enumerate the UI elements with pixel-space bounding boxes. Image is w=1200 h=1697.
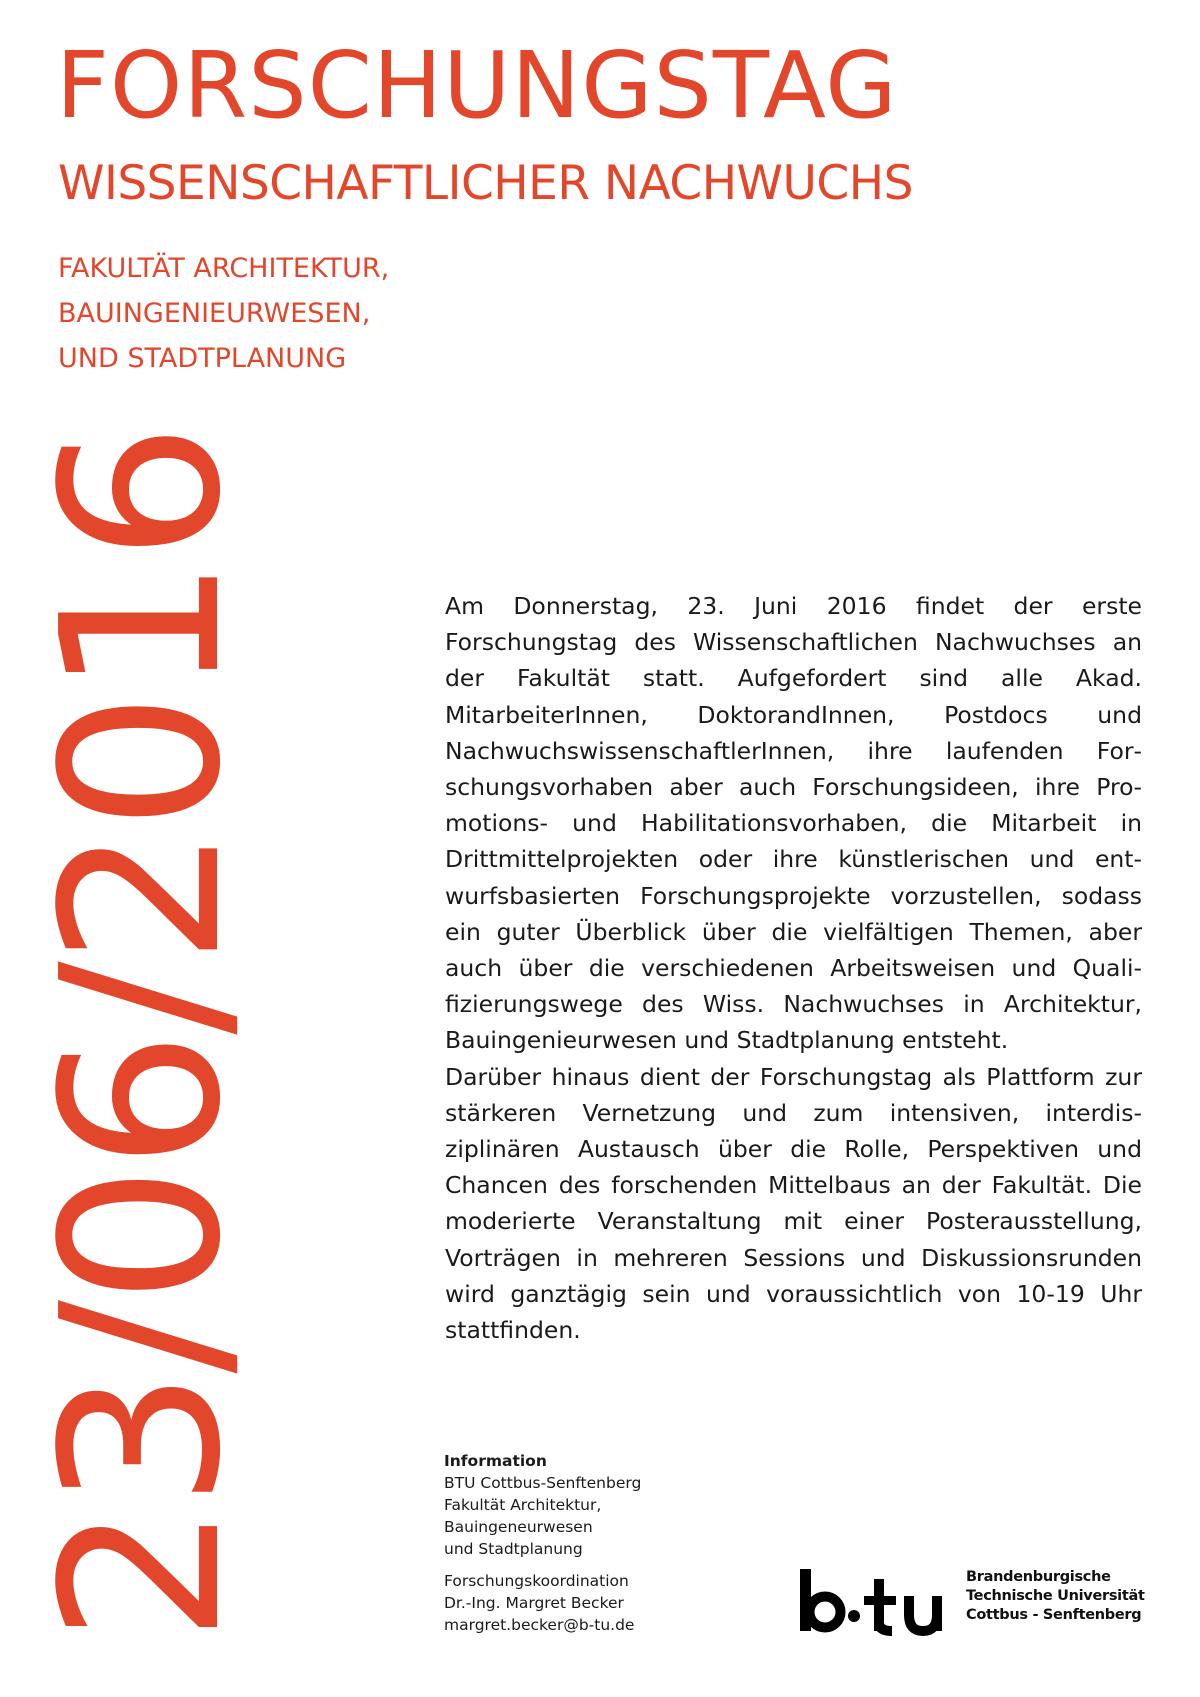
description-paragraph: Am Donnerstag, 23. Juni 2016 findet der erste Forschungstag des Wissenschaftlichen Nachwuchses an der Fakultät statt. Aufgefordert sind alle Akad. MitarbeiterInnen, DoktorandInnen, Postdocs und NachwuchswissenschaftlerInnen, ihre laufenden Forschungsvorhaben aber auch Forschungsideen, ihre Promotions- und Habilitationsvorhaben, die Mitarbeit in Drittmittelprojekten oder ihre künstlerischen und entwurfsbasierten Forschungsprojekte vorzustellen, sodass ein guter Überblick über die vielfältigen Themen, aber auch über die verschiedenen Arbeitsweisen und Qualifizierungswege des Wiss. Nachwuchses in Architektur, Bauingenieurwesen und Stadtplanung entsteht.	[445, 592, 1142, 1055]
address-line: BTU Cottbus-Senftenberg	[444, 1474, 642, 1492]
contact-line: Forschungskoordination	[444, 1572, 629, 1590]
event-date-container	[16, 426, 269, 1643]
event-description	[445, 588, 1142, 1348]
address-line: und Stadtplanung	[444, 1540, 583, 1558]
event-date: 23/06/2016	[16, 426, 269, 1643]
address-line: Bauingeneurwesen	[444, 1518, 593, 1536]
page-subtitle: WISSENSCHAFTLICHER NACHWUCHS	[58, 156, 913, 211]
logo-line: Brandenburgische	[966, 1569, 1111, 1585]
description-paragraph: Darüber hinaus dient der Forschungstag als Plattform zur stärkeren Vernetzung und zum intensiven, interdisziplinären Austausch über die Rolle, Perspektiven und Chancen des forschenden Mittelbaus an der Fakultät. Die moderierte Veranstaltung mit einer Posterausstellung, Vorträgen in mehreren Sessions und Diskussionsrunden wird ganztägig sein und voraussichtlich von 10-19 Uhr stattfinden.	[445, 1062, 1142, 1345]
contact-info	[444, 1450, 641, 1636]
address-line: Fakultät Architektur,	[444, 1496, 602, 1514]
info-heading: Information	[444, 1452, 547, 1470]
faculty-line: BAUINGENIEURWESEN,	[58, 298, 371, 329]
contact-line: Dr.-Ing. Margret Becker	[444, 1594, 624, 1612]
faculty-name	[58, 246, 389, 381]
logo-line: Technische Universität	[966, 1588, 1145, 1604]
logo-wordmark	[966, 1568, 1145, 1625]
btu-logo	[798, 1565, 1148, 1655]
faculty-line: FAKULTÄT ARCHITEKTUR,	[58, 253, 390, 284]
contact-email: margret.becker@b-tu.de	[444, 1616, 635, 1634]
faculty-line: UND STADTPLANUNG	[58, 343, 347, 374]
logo-line: Cottbus - Senftenberg	[966, 1607, 1142, 1623]
btu-logo-icon	[798, 1565, 958, 1655]
page-title: FORSCHUNGSTAG	[56, 32, 898, 139]
